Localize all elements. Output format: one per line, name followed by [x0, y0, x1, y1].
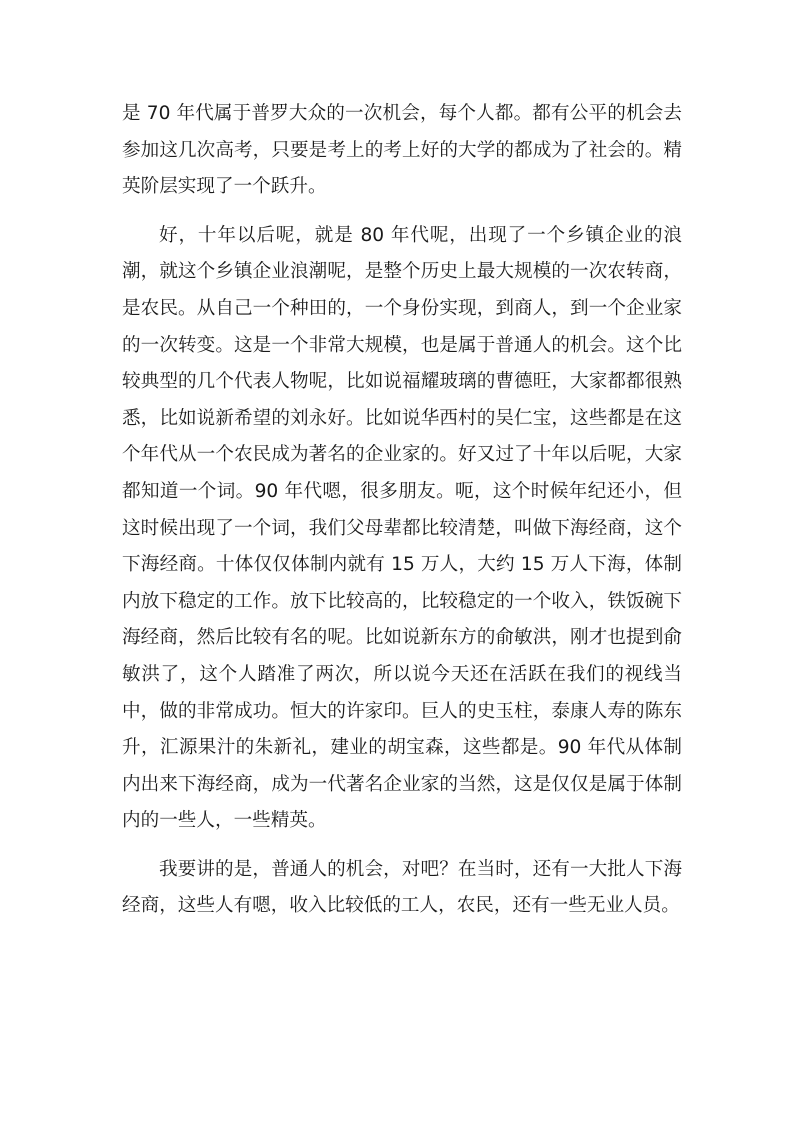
- paragraph-2: 好，十年以后呢，就是 80 年代呢，出现了一个乡镇企业的浪潮，就这个乡镇企业浪潮呢，是整个历史上最大规模的一次农转商，是农民。从自己一个种田的，一个身份实现，到商人，到一个企业家的一次转变。这是一个非常大规模，也是属于普通人的机会。这个比较典型的几个代表人物呢，比如说福耀玻璃的曹德旺，大家都都很熟悉，比如说新希望的刘永好。比如说华西村的吴仁宝，这些都是在这个年代从一个农民成为著名的企业家的。好又过了十年以后呢，大家都知道一个词。90 年代嗯，很多朋友。呃，这个时候年纪还小，但这时候出现了一个词，我们父母辈都比较清楚，叫做下海经商，这个下海经商。十体仅仅体制内就有 15 万人，大约 15 万人下海，体制内放下稳定的工作。放下比较高的，比较稳定的一个收入，铁饭碗下海经商，然后比较有名的呢。比如说新东方的俞敏洪，刚才也提到俞敏洪了，这个人踏准了两次，所以说今天还在活跃在我们的视线当中，做的非常成功。恒大的许家印。巨人的史玉柱，泰康人寿的陈东升，汇源果汁的朱新礼，建业的胡宝森，这些都是。90 年代从体制内出来下海经商，成为一代著名企业家的当然，这是仅仅是属于体制内的一些人，一些精英。: [122, 224, 682, 832]
- paragraph-1: 是 70 年代属于普罗大众的一次机会，每个人都。都有公平的机会去参加这几次高考，只要是考上的考上好的大学的都成为了社会的。精英阶层实现了一个跃升。: [122, 103, 682, 198]
- document-body: [122, 96, 682, 937]
- paragraph-3: 我要讲的是，普通人的机会，对吧？在当时，还有一大批人下海经商，这些人有嗯，收入比较低的工人，农民，还有一些无业人员。: [122, 858, 682, 917]
